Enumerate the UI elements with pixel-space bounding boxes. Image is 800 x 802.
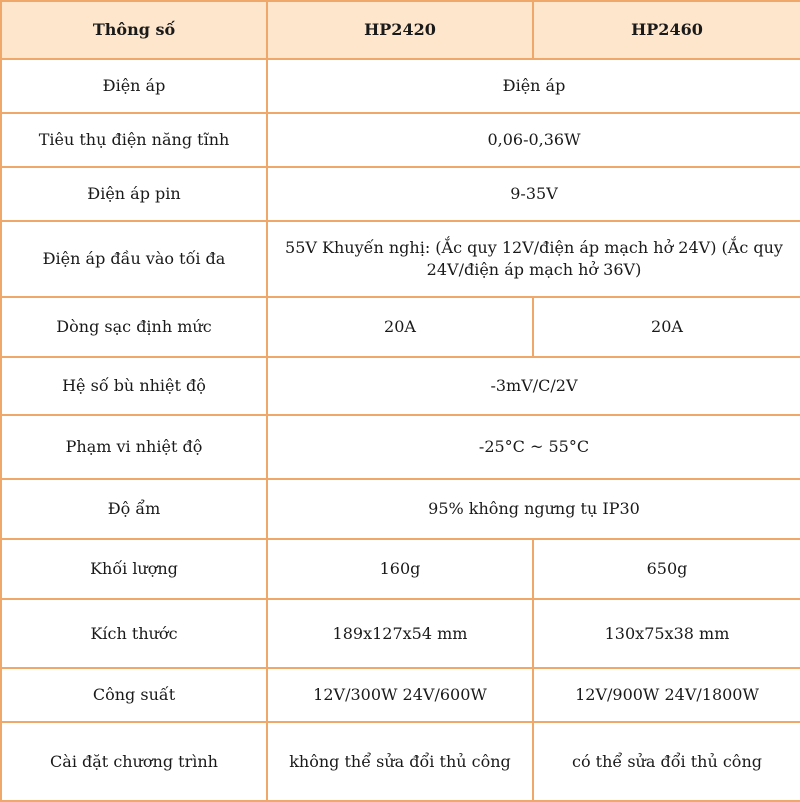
row-label: Độ ẩm <box>1 479 267 539</box>
row-value-a: không thể sửa đổi thủ công <box>267 722 533 801</box>
header-model-a: HP2420 <box>267 1 533 59</box>
table-row <box>1 297 800 357</box>
row-label: Phạm vi nhiệt độ <box>1 415 267 479</box>
row-value-b: 12V/900W 24V/1800W <box>533 668 800 722</box>
table-row <box>1 599 800 668</box>
row-value-a: 12V/300W 24V/600W <box>267 668 533 722</box>
row-label: Khối lượng <box>1 539 267 599</box>
row-label: Điện áp pin <box>1 167 267 221</box>
row-value-b: có thể sửa đổi thủ công <box>533 722 800 801</box>
row-value: 9-35V <box>267 167 800 221</box>
table-row <box>1 59 800 113</box>
header-param: Thông số <box>1 1 267 59</box>
table-row <box>1 539 800 599</box>
row-value-a: 20A <box>267 297 533 357</box>
row-value: 55V Khuyến nghị: (Ắc quy 12V/điện áp mạch hở 24V) (Ắc quy 24V/điện áp mạch hở 36V) <box>267 221 800 297</box>
table-row <box>1 167 800 221</box>
row-label: Hệ số bù nhiệt độ <box>1 357 267 415</box>
table-row <box>1 668 800 722</box>
row-value: Điện áp <box>267 59 800 113</box>
table-row <box>1 479 800 539</box>
table-row <box>1 722 800 801</box>
row-value: -3mV/C/2V <box>267 357 800 415</box>
row-label: Điện áp <box>1 59 267 113</box>
table-row <box>1 113 800 167</box>
row-value: 0,06-0,36W <box>267 113 800 167</box>
row-value-b: 650g <box>533 539 800 599</box>
row-label: Điện áp đầu vào tối đa <box>1 221 267 297</box>
row-label: Dòng sạc định mức <box>1 297 267 357</box>
row-value: 95% không ngưng tụ IP30 <box>267 479 800 539</box>
row-label: Kích thước <box>1 599 267 668</box>
row-label: Công suất <box>1 668 267 722</box>
table-row <box>1 221 800 297</box>
row-value-b: 130x75x38 mm <box>533 599 800 668</box>
row-label: Tiêu thụ điện năng tĩnh <box>1 113 267 167</box>
table-row <box>1 415 800 479</box>
row-label: Cài đặt chương trình <box>1 722 267 801</box>
row-value: -25°C ~ 55°C <box>267 415 800 479</box>
row-value-a: 160g <box>267 539 533 599</box>
row-value-a: 189x127x54 mm <box>267 599 533 668</box>
row-value-b: 20A <box>533 297 800 357</box>
table-row <box>1 357 800 415</box>
header-row <box>1 1 800 59</box>
header-model-b: HP2460 <box>533 1 800 59</box>
